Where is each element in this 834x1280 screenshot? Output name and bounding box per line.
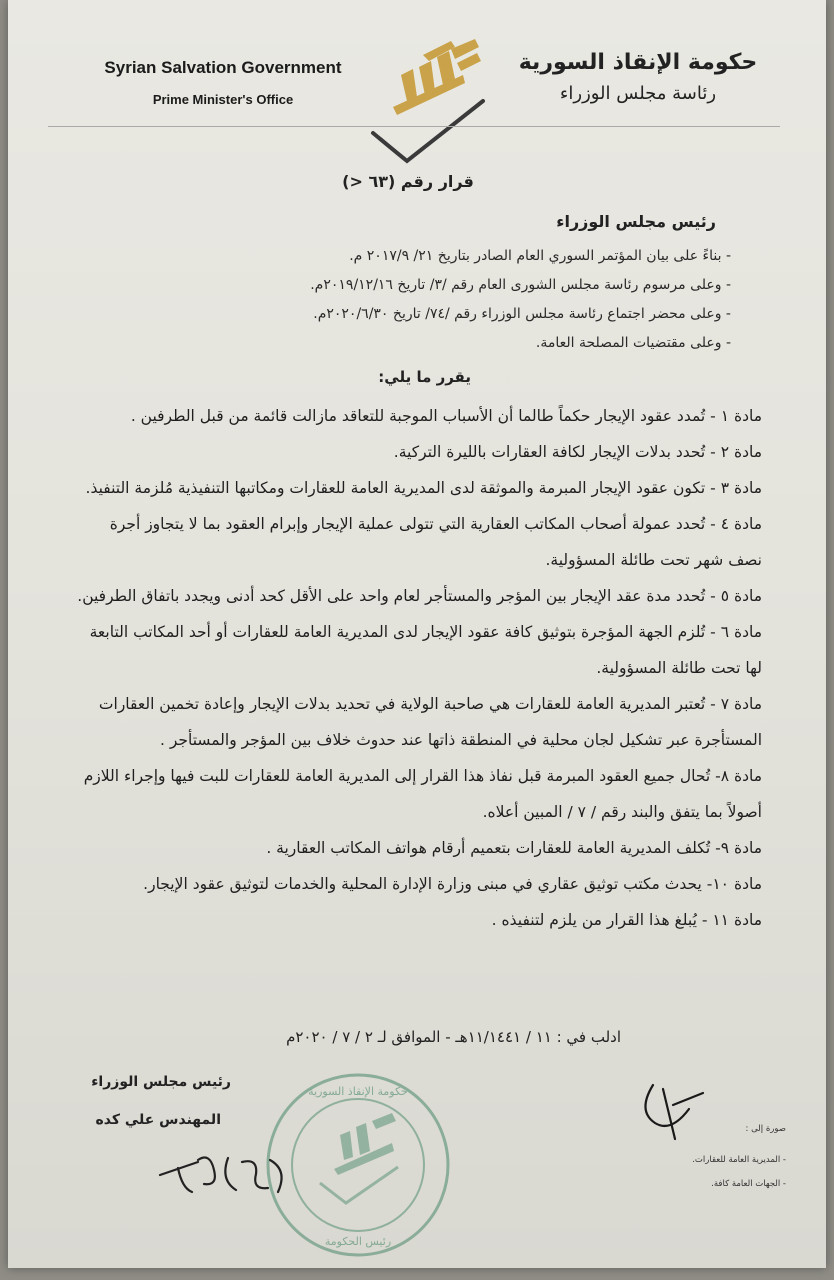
prime-minister-heading: رئيس مجلس الوزراء xyxy=(556,212,716,231)
copy-recipient: - المديرية العامة للعقارات. xyxy=(692,1155,786,1165)
stamp-bottom-text: رئيس الحكومة xyxy=(324,1235,392,1248)
article-line: مادة ٨- تُحال جميع العقود المبرمة قبل نفاذ هذا القرار إلى المديرية العامة للعقارات للبت فيها وإجراء اللازم xyxy=(83,767,762,785)
header-english xyxy=(78,58,368,107)
article-line: المستأجرة عبر تشكيل لجان محلية في المنطقة ذاتها عند حدوث خلاف بين المؤجر والمستأجر . xyxy=(160,731,762,749)
document-page xyxy=(8,0,826,1268)
preamble-list xyxy=(71,242,731,358)
article-line: أصولاً بما يتفق والبند رقم / ٧ / المبين أعلاه. xyxy=(482,803,762,821)
signatory-title: رئيس مجلس الوزراء xyxy=(91,1074,231,1090)
government-logo xyxy=(363,35,488,175)
government-name-en: Syrian Salvation Government xyxy=(104,58,342,77)
articles-list xyxy=(22,398,762,938)
office-name-en: Prime Minister's Office xyxy=(152,92,294,107)
initials-signature xyxy=(633,1075,708,1145)
header-divider xyxy=(48,126,780,127)
article-line: مادة ٥ - تُحدد مدة عقد الإيجار بين المؤجر والمستأجر لعام واحد على الأقل كحد أدنى ويجدد باتفاق الطرفين. xyxy=(77,587,762,605)
article-line: مادة ٤ - تُحدد عمولة أصحاب المكاتب العقارية التي تتولى عملية الإيجار وإبرام العقود بما لا يتجاوز أجرة xyxy=(109,515,762,533)
article-line: مادة ١١ - يُبلغ هذا القرار من يلزم لتنفيذه . xyxy=(491,911,762,929)
preamble-item: - وعلى محضر اجتماع رئاسة مجلس الوزراء رقم /٧٤/ تاريخ ٢٠٢٠/٦/٣٠م. xyxy=(313,306,731,322)
preamble-item: - وعلى مرسوم رئاسة مجلس الشورى العام رقم /٣/ تاريخ ٢٠١٩/١٢/١٦م. xyxy=(310,277,731,293)
stamp-top-text: حكومة الإنقاذ السورية xyxy=(308,1085,408,1098)
office-name-ar: رئاسة مجلس الوزراء xyxy=(559,83,717,104)
article-line: مادة ٧ - تُعتبر المديرية العامة للعقارات هي صاحبة الولاية في تحديد بدلات الإيجار وإعادة تخمين العقارات xyxy=(98,695,762,713)
copies-list xyxy=(692,1148,786,1196)
article-line: مادة ٣ - تكون عقود الإيجار المبرمة والموثقة لدى المديرية العامة للعقارات ومكاتبها التنفيذية مُلزمة التنفيذ. xyxy=(85,479,762,497)
signing-date: ادلب في : ١١ / ١١/١٤٤١هـ - الموافق لـ ٢ / ٧ / ٢٠٢٠م xyxy=(286,1028,621,1046)
article-line: لها تحت طائلة المسؤولية. xyxy=(596,659,762,677)
article-line: مادة ٦ - تُلزم الجهة المؤجرة بتوثيق كافة عقود الإيجار لدى المديرية العامة للعقارات أو أحد المكاتب التابعة xyxy=(89,623,762,641)
handwritten-signature xyxy=(158,1140,298,1210)
government-name-ar: حكومة الإنقاذ السورية xyxy=(518,50,758,75)
article-line: مادة ١ - تُمدد عقود الإيجار حكماً طالما أن الأسباب الموجبة للتعاقد مازالت قائمة من قبل الطرفين . xyxy=(130,407,762,425)
article-line: مادة ١٠- يحدث مكتب توثيق عقاري في مبنى وزارة الإدارة المحلية والخدمات لتوثيق عقود الإيجار. xyxy=(143,875,762,893)
header-arabic xyxy=(508,50,768,104)
decision-title: قرار رقم (٦٣ <) xyxy=(342,172,474,191)
copies-label: صورة إلى : xyxy=(745,1124,786,1134)
preamble-item: - بناءً على بيان المؤتمر السوري العام الصادر بتاريخ ٢١/ ٢٠١٧/٩ م. xyxy=(349,248,731,264)
article-line: نصف شهر تحت طائلة المسؤولية. xyxy=(545,551,762,569)
article-line: مادة ٩- تُكلف المديرية العامة للعقارات بتعميم أرقام هواتف المكاتب العقارية . xyxy=(266,839,762,857)
article-line: مادة ٢ - تُحدد بدلات الإيجار لكافة العقارات بالليرة التركية. xyxy=(393,443,762,461)
preamble-item: - وعلى مقتضيات المصلحة العامة. xyxy=(535,335,731,351)
signatory-name: المهندس علي كده xyxy=(95,1112,221,1128)
decides-heading: يقرر ما يلي: xyxy=(378,368,471,386)
copy-recipient: - الجهات العامة كافة. xyxy=(711,1179,786,1189)
